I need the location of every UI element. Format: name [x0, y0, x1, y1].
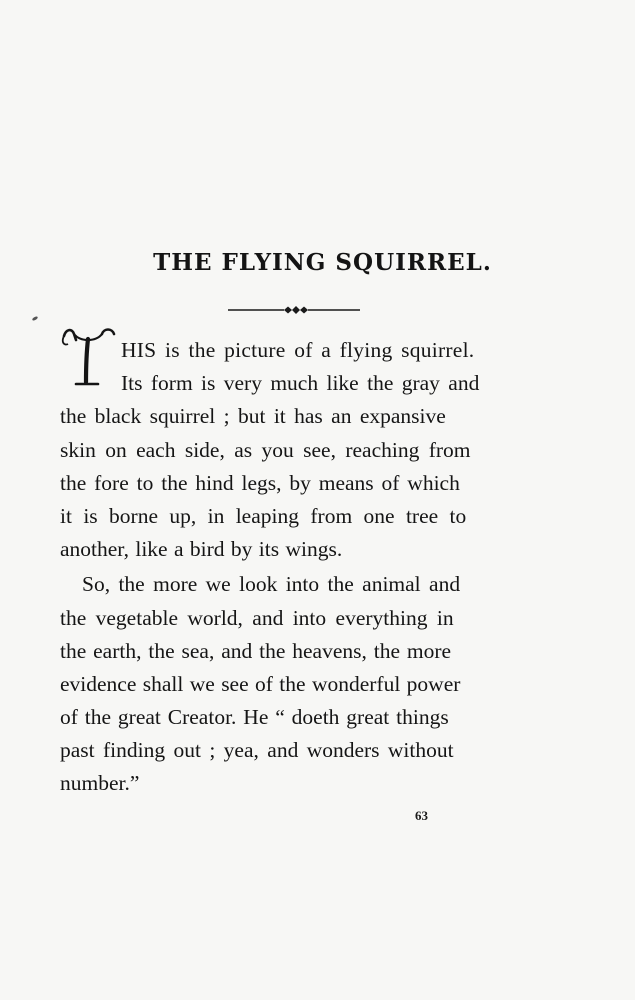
paragraph-1-line: [60, 500, 532, 533]
paragraph-2-line: [60, 701, 532, 734]
ink-speck: [32, 316, 39, 322]
line-text: another, like a bird by its wings.: [60, 537, 343, 562]
paragraph-2-line: [60, 668, 532, 701]
paragraph-2-line: [60, 602, 532, 635]
body-text: [60, 334, 532, 801]
paragraph-1-line: [60, 367, 532, 400]
line-text: skin on each side, as you see, reaching from: [60, 437, 471, 462]
line-text: the black squirrel ; but it has an expansive: [60, 404, 446, 429]
line-text: So, the more we look into the animal and: [82, 572, 461, 597]
paragraph-2-line: [60, 635, 532, 668]
paragraph-1-line: [60, 334, 532, 367]
line-text: the earth, the sea, and the heavens, the more: [60, 638, 452, 663]
paragraph-1-line: [60, 467, 532, 500]
paragraph-1-line: [60, 434, 532, 467]
title-ornament-divider: [228, 303, 360, 317]
page-number: 63: [415, 808, 428, 823]
paragraph-1-line: [60, 400, 532, 433]
line-text: the fore to the hind legs, by means of which: [60, 470, 460, 495]
line-text: number.”: [60, 771, 140, 796]
line-text: of the great Creator. He “ doeth great things: [60, 705, 449, 730]
chapter-title: THE FLYING SQUIRREL.: [153, 249, 492, 276]
paragraph-2-line: [60, 767, 532, 800]
line-text: HIS is the picture of a flying squirrel.: [121, 338, 475, 362]
line-text: the vegetable world, and into everything in: [60, 605, 454, 630]
paragraph-2-line: [60, 568, 532, 601]
line-text: past finding out ; yea, and wonders without: [60, 738, 454, 763]
paragraph-1-line: [60, 533, 532, 566]
line-text: it is borne up, in leaping from one tree to: [60, 503, 467, 528]
line-text: evidence shall we see of the wonderful power: [60, 671, 461, 696]
line-text: Its form is very much like the gray and: [121, 371, 480, 396]
paragraph-2-line: [60, 734, 532, 767]
